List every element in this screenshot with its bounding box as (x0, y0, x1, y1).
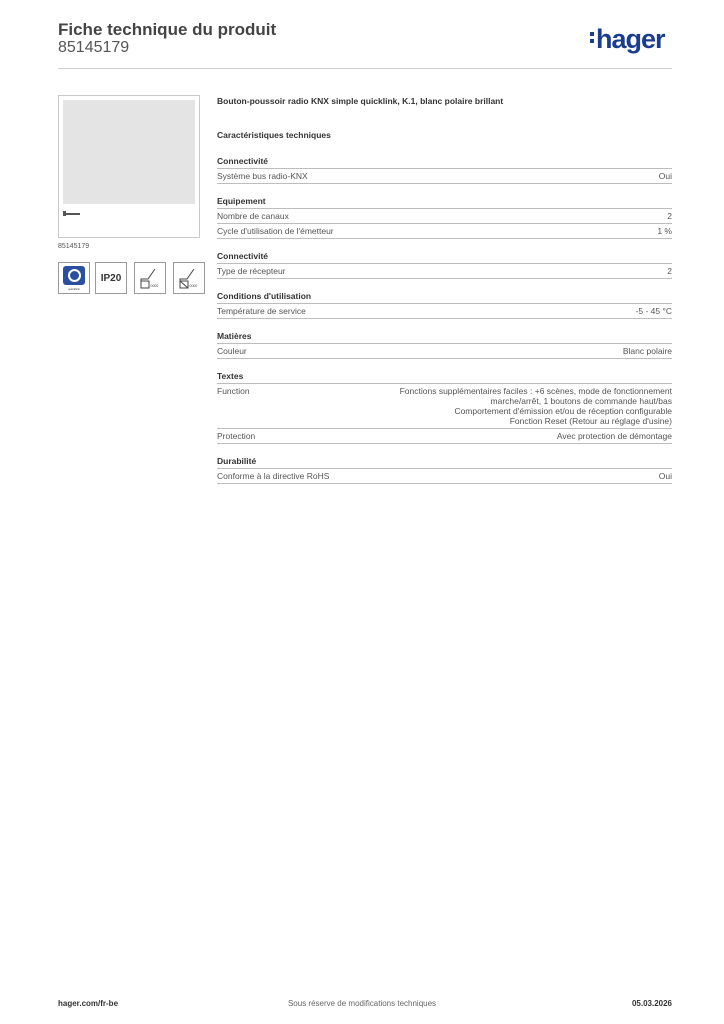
spec-label: Température de service (217, 306, 306, 316)
svg-text:0000: 0000 (189, 284, 198, 288)
group-title: Connectivité (217, 156, 269, 166)
spec-label: Conforme à la directive RoHS (217, 471, 330, 481)
product-thumbnail-icon (64, 213, 80, 215)
spec-value-line: -5 - 45 °C (635, 306, 672, 316)
spec-row (217, 168, 672, 184)
logo-text: hager (596, 24, 665, 54)
spec-label: Couleur (217, 346, 247, 356)
spec-value (289, 211, 672, 221)
spec-value (308, 171, 672, 181)
header-divider (58, 68, 672, 69)
spec-row (217, 263, 672, 279)
spec-value-line: Oui (658, 471, 672, 481)
spec-row (217, 468, 672, 484)
footer-notice: Sous réserve de modifications techniques (287, 999, 437, 1008)
group-title: Textes (217, 371, 244, 381)
spec-value (255, 431, 672, 441)
spec-label: Système bus radio-KNX (217, 171, 308, 181)
spec-value (247, 346, 672, 356)
spec-value-line: 2 (667, 211, 672, 221)
spec-label: Function (217, 386, 250, 396)
spec-row (217, 428, 672, 444)
characteristic-groups (217, 156, 672, 484)
svg-text:0000: 0000 (150, 284, 159, 288)
spec-label: Cycle d'utilisation de l'émetteur (217, 226, 334, 236)
group-title: Connectivité (217, 251, 269, 261)
product-image-code: 85145179 (58, 243, 90, 250)
spec-value-line: 2 (667, 266, 672, 276)
spec-value-line: Oui (658, 171, 672, 181)
group-title: Equipement (217, 196, 266, 206)
logo-dots-icon (590, 29, 594, 46)
spec-row (217, 208, 672, 223)
quicklink-badge (58, 262, 90, 294)
spec-value (250, 386, 672, 426)
header-product-code: 85145179 (58, 39, 130, 56)
footer-date: 05.03.2026 (631, 999, 672, 1008)
footer-website: hager.com/fr-be (58, 999, 119, 1008)
spec-value-line: Blanc polaire (622, 346, 672, 356)
spec-value-line: Avec protection de démontage (556, 431, 672, 441)
spec-label: Type de récepteur (217, 266, 286, 276)
spec-value-line: Fonction Reset (Retour au réglage d'usine) (509, 416, 672, 426)
spec-value-line: marche/arrêt, 1 boutons de commande haut/bas (490, 396, 672, 406)
spec-value (306, 306, 672, 316)
spec-value-line: Comportement d'émission et/ou de réception configurable (454, 406, 672, 416)
spec-value (329, 471, 672, 481)
quicklink-q-icon (63, 266, 85, 285)
hager-logo (590, 26, 665, 53)
spec-row (217, 343, 672, 359)
spec-value-line: 1 % (657, 226, 672, 236)
ip-rating-text: IP20 (100, 273, 122, 284)
spec-value-line: Fonctions supplémentaires faciles : +6 scènes, mode de fonctionnement (399, 386, 672, 396)
header-title: Fiche technique du produit (58, 20, 277, 39)
spec-label: Nombre de canaux (217, 211, 289, 221)
spec-row (217, 223, 672, 239)
spec-label: Protection (217, 431, 256, 441)
product-image-frame (58, 95, 200, 238)
group-title: Conditions d'utilisation (217, 291, 312, 301)
spec-row (217, 383, 672, 428)
product-image (63, 100, 195, 204)
group-title: Matières (217, 331, 252, 341)
installation-badge (173, 262, 205, 294)
spec-row (217, 303, 672, 319)
technical-characteristics (217, 96, 672, 484)
group-title: Durabilité (217, 456, 257, 466)
surface-mounting-badge (134, 262, 166, 294)
spec-value (334, 226, 672, 236)
product-title: Bouton-poussoir radio KNX simple quicklink, K.1, blanc polaire brillant (217, 96, 504, 106)
section-heading: Caractéristiques techniques (217, 130, 331, 140)
ip-rating-badge (95, 262, 127, 294)
spec-value (286, 266, 672, 276)
quicklink-badge-text: quicklink (68, 287, 80, 291)
surface-mounting-icon (135, 263, 167, 295)
installation-icon (174, 263, 206, 295)
